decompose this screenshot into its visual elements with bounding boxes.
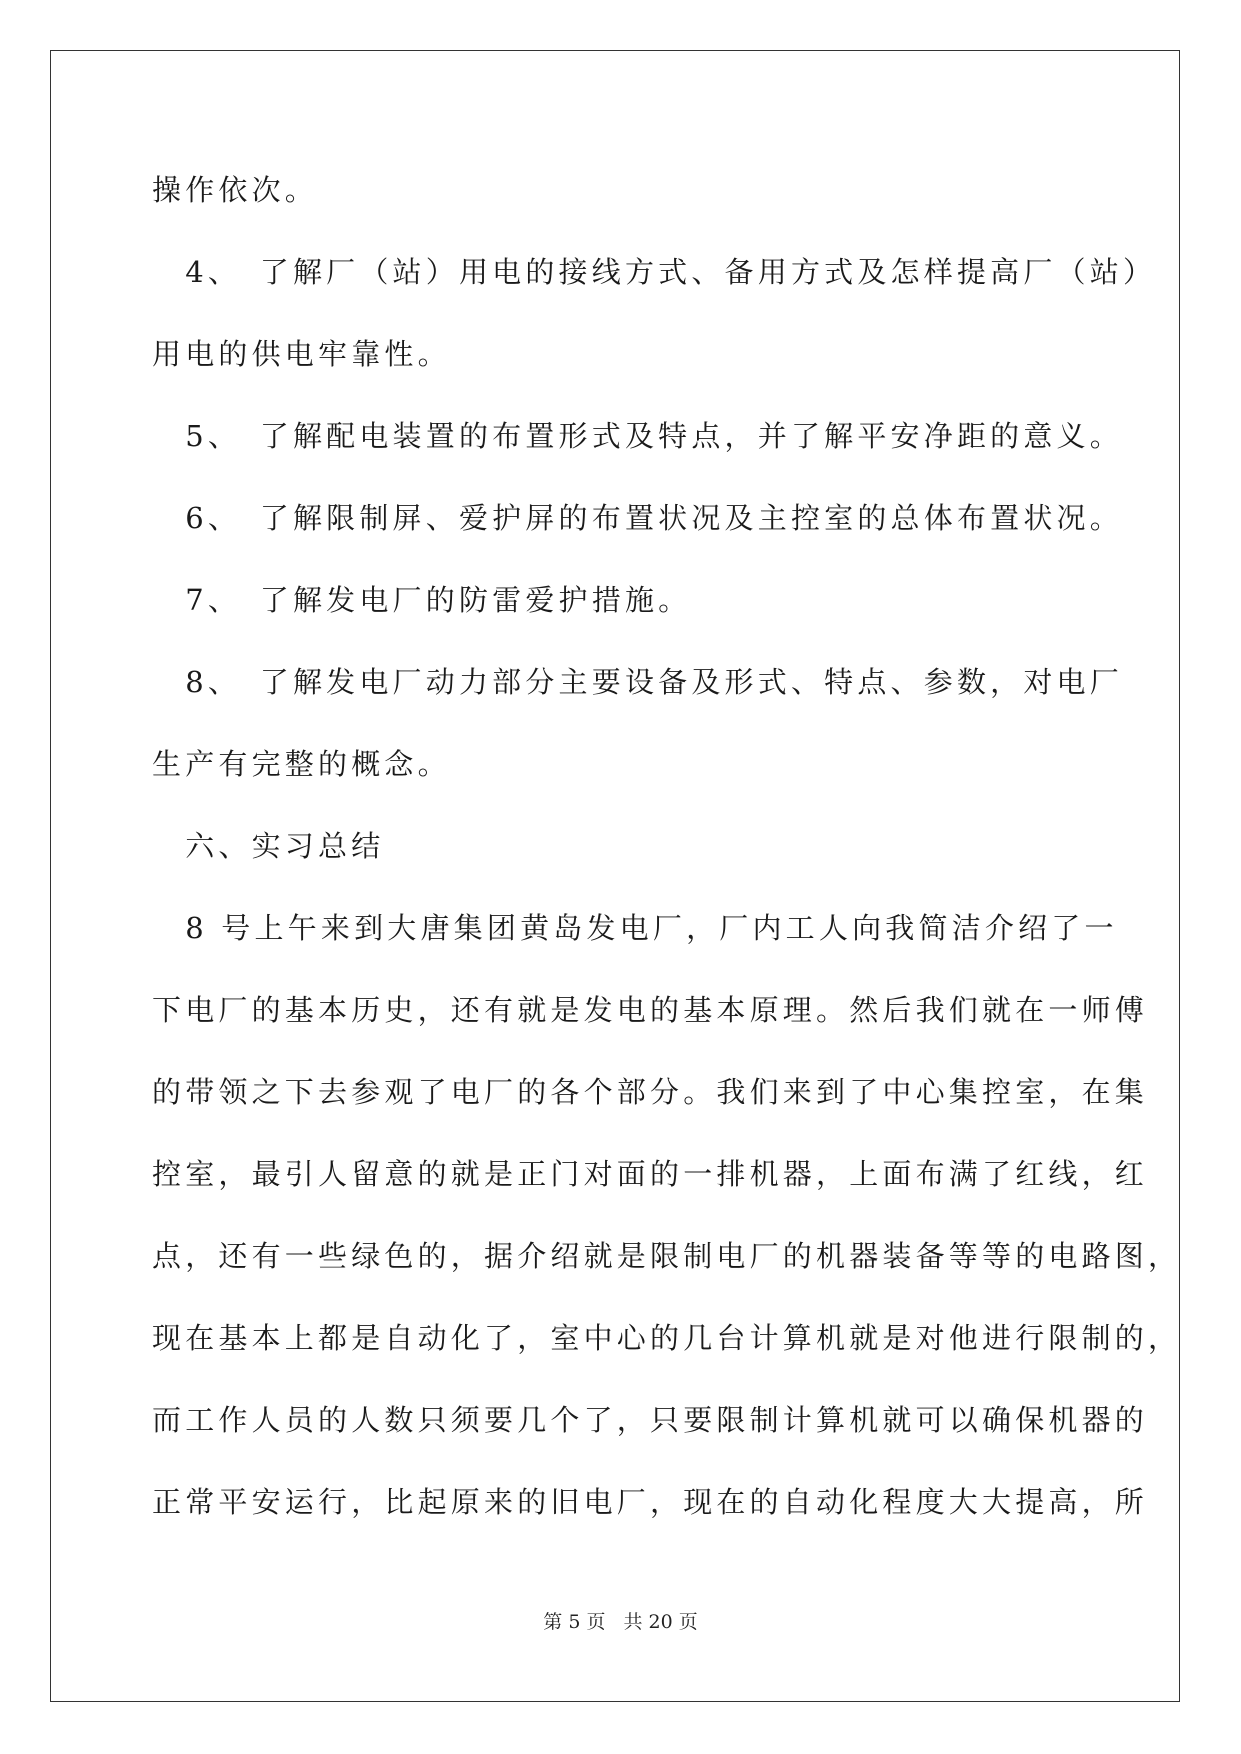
text-line: 下电厂的基本历史，还有就是发电的基本原理。然后我们就在一师傅 [152,993,1149,1027]
text-line: 生产有完整的概念。 [152,747,451,781]
text-line: 4、 了解厂（站）用电的接线方式、备用方式及怎样提高厂（站） [152,255,1157,289]
page-border [50,50,1180,1702]
section-heading: 六、实习总结 [152,829,385,863]
text-line: 6、 了解限制屏、爱护屏的布置状况及主控室的总体布置状况。 [152,501,1123,535]
text-line: 8 号上午来到大唐集团黄岛发电厂，厂内工人向我简洁介绍了一 [152,911,1118,945]
text-line: 而工作人员的人数只须要几个了，只要限制计算机就可以确保机器的 [152,1403,1149,1437]
page-total: 共 20 页 [623,1611,698,1633]
text-line: 点，还有一些绿色的，据介绍就是限制电厂的机器装备等等的电路图， [152,1239,1182,1273]
text-line: 7、 了解发电厂的防雷爱护措施。 [152,583,692,617]
text-line: 5、 了解配电装置的布置形式及特点，并了解平安净距的意义。 [152,419,1123,453]
page-number: 第 5 页 [543,1611,606,1633]
text-line: 操作依次。 [152,173,319,207]
text-line: 控室，最引人留意的就是正门对面的一排机器，上面布满了红线，红 [152,1157,1149,1191]
text-line: 用电的供电牢靠性。 [152,337,451,371]
text-line: 现在基本上都是自动化了，室中心的几台计算机就是对他进行限制的， [152,1321,1182,1355]
text-line: 的带领之下去参观了电厂的各个部分。我们来到了中心集控室，在集 [152,1075,1149,1109]
text-line: 8、 了解发电厂动力部分主要设备及形式、特点、参数，对电厂 [152,665,1123,699]
text-line: 正常平安运行，比起原来的旧电厂，现在的自动化程度大大提高，所 [152,1485,1149,1519]
page-footer [0,1610,1241,1634]
